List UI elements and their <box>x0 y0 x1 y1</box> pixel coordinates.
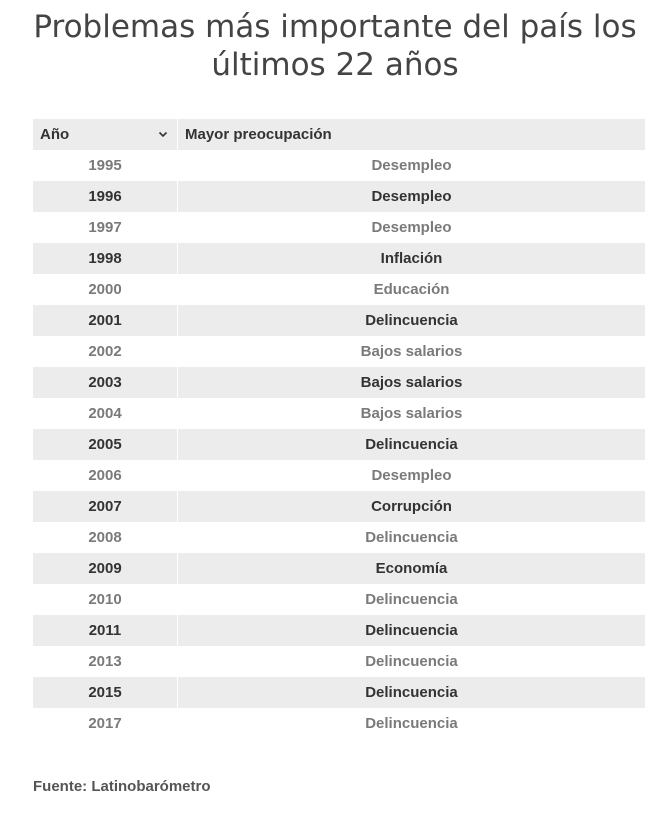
concern-cell-container <box>178 491 645 522</box>
concern-cell: Inflación <box>380 250 443 267</box>
table-row <box>33 181 645 212</box>
year-cell-container <box>33 553 177 584</box>
table-row <box>33 708 645 739</box>
concern-cell: Corrupción <box>371 498 452 515</box>
concern-cell: Delincuencia <box>365 436 458 453</box>
year-cell: 1996 <box>88 188 122 205</box>
year-cell-container <box>33 398 177 429</box>
year-cell: 2003 <box>88 374 122 391</box>
year-cell: 1998 <box>88 250 122 267</box>
concern-cell-container <box>178 460 645 491</box>
year-cell-container <box>33 212 177 243</box>
concern-cell-container <box>178 305 645 336</box>
year-cell-container <box>33 367 177 398</box>
table-row <box>33 336 645 367</box>
chart-title: Problemas más importante del país los últimos 22 años <box>33 9 637 83</box>
year-cell-container <box>33 677 177 708</box>
year-cell: 1995 <box>88 157 122 174</box>
concern-cell-container <box>178 429 645 460</box>
table-row <box>33 553 645 584</box>
concern-cell-container <box>178 150 645 181</box>
concern-cell-container <box>178 243 645 274</box>
concern-cell-container <box>178 367 645 398</box>
table-header-row <box>33 119 645 150</box>
column-header-concern[interactable] <box>178 119 645 150</box>
year-cell: 2010 <box>88 591 122 608</box>
year-cell-container <box>33 181 177 212</box>
year-cell: 2002 <box>88 343 122 360</box>
year-cell: 2017 <box>88 715 122 732</box>
table-row <box>33 398 645 429</box>
concern-cell: Delincuencia <box>365 591 458 608</box>
table-row <box>33 615 645 646</box>
year-cell-container <box>33 491 177 522</box>
year-cell: 2004 <box>88 405 122 422</box>
concern-cell-container <box>178 336 645 367</box>
year-cell-container <box>33 150 177 181</box>
column-header-concern-label: Mayor preocupación <box>185 126 332 143</box>
concern-cell: Bajos salarios <box>360 405 463 422</box>
year-cell-container <box>33 708 177 739</box>
concern-cell: Educación <box>373 281 450 298</box>
year-cell: 2009 <box>88 560 122 577</box>
year-cell: 2000 <box>88 281 122 298</box>
table-row <box>33 522 645 553</box>
table-body <box>33 150 645 739</box>
concern-cell: Economía <box>375 560 448 577</box>
table-row <box>33 460 645 491</box>
data-table <box>33 119 645 739</box>
year-cell-container <box>33 584 177 615</box>
concern-cell-container <box>178 553 645 584</box>
year-cell: 2013 <box>88 653 122 670</box>
concern-cell-container <box>178 615 645 646</box>
year-cell: 2015 <box>88 684 122 701</box>
year-cell: 2008 <box>88 529 122 546</box>
concern-cell: Bajos salarios <box>360 343 463 360</box>
concern-cell: Desempleo <box>371 157 452 174</box>
concern-cell: Delincuencia <box>365 684 458 701</box>
year-cell-container <box>33 615 177 646</box>
year-cell-container <box>33 522 177 553</box>
concern-cell-container <box>178 646 645 677</box>
table-row <box>33 429 645 460</box>
concern-cell-container <box>178 584 645 615</box>
concern-cell: Delincuencia <box>365 622 458 639</box>
table-row <box>33 367 645 398</box>
year-cell: 2007 <box>88 498 122 515</box>
year-cell-container <box>33 646 177 677</box>
year-cell: 1997 <box>88 219 122 236</box>
concern-cell-container <box>178 522 645 553</box>
year-cell-container <box>33 336 177 367</box>
concern-cell: Delincuencia <box>365 653 458 670</box>
concern-cell: Desempleo <box>371 467 452 484</box>
table-row <box>33 305 645 336</box>
year-cell-container <box>33 243 177 274</box>
column-header-year-label: Año <box>40 126 70 143</box>
concern-cell: Desempleo <box>371 219 452 236</box>
concern-cell: Desempleo <box>371 188 452 205</box>
table-row <box>33 150 645 181</box>
table-row <box>33 243 645 274</box>
table-row <box>33 584 645 615</box>
concern-cell-container <box>178 274 645 305</box>
year-cell-container <box>33 429 177 460</box>
concern-cell: Delincuencia <box>365 312 458 329</box>
year-cell: 2001 <box>88 312 122 329</box>
year-cell-container <box>33 274 177 305</box>
column-header-year[interactable] <box>33 119 177 150</box>
table-row <box>33 677 645 708</box>
year-cell-container <box>33 305 177 336</box>
year-cell: 2005 <box>88 436 122 453</box>
table-row <box>33 646 645 677</box>
concern-cell-container <box>178 677 645 708</box>
year-cell: 2006 <box>88 467 122 484</box>
concern-cell-container <box>178 212 645 243</box>
year-cell-container <box>33 460 177 491</box>
year-cell: 2011 <box>88 622 122 639</box>
table-row <box>33 491 645 522</box>
concern-cell-container <box>178 708 645 739</box>
table-row <box>33 274 645 305</box>
concern-cell: Delincuencia <box>365 529 458 546</box>
concern-cell: Bajos salarios <box>360 374 463 391</box>
source-note: Fuente: Latinobarómetro <box>33 778 211 795</box>
chevron-down-icon[interactable] <box>157 128 169 140</box>
table-row <box>33 212 645 243</box>
concern-cell-container <box>178 181 645 212</box>
concern-cell: Delincuencia <box>365 715 458 732</box>
concern-cell-container <box>178 398 645 429</box>
